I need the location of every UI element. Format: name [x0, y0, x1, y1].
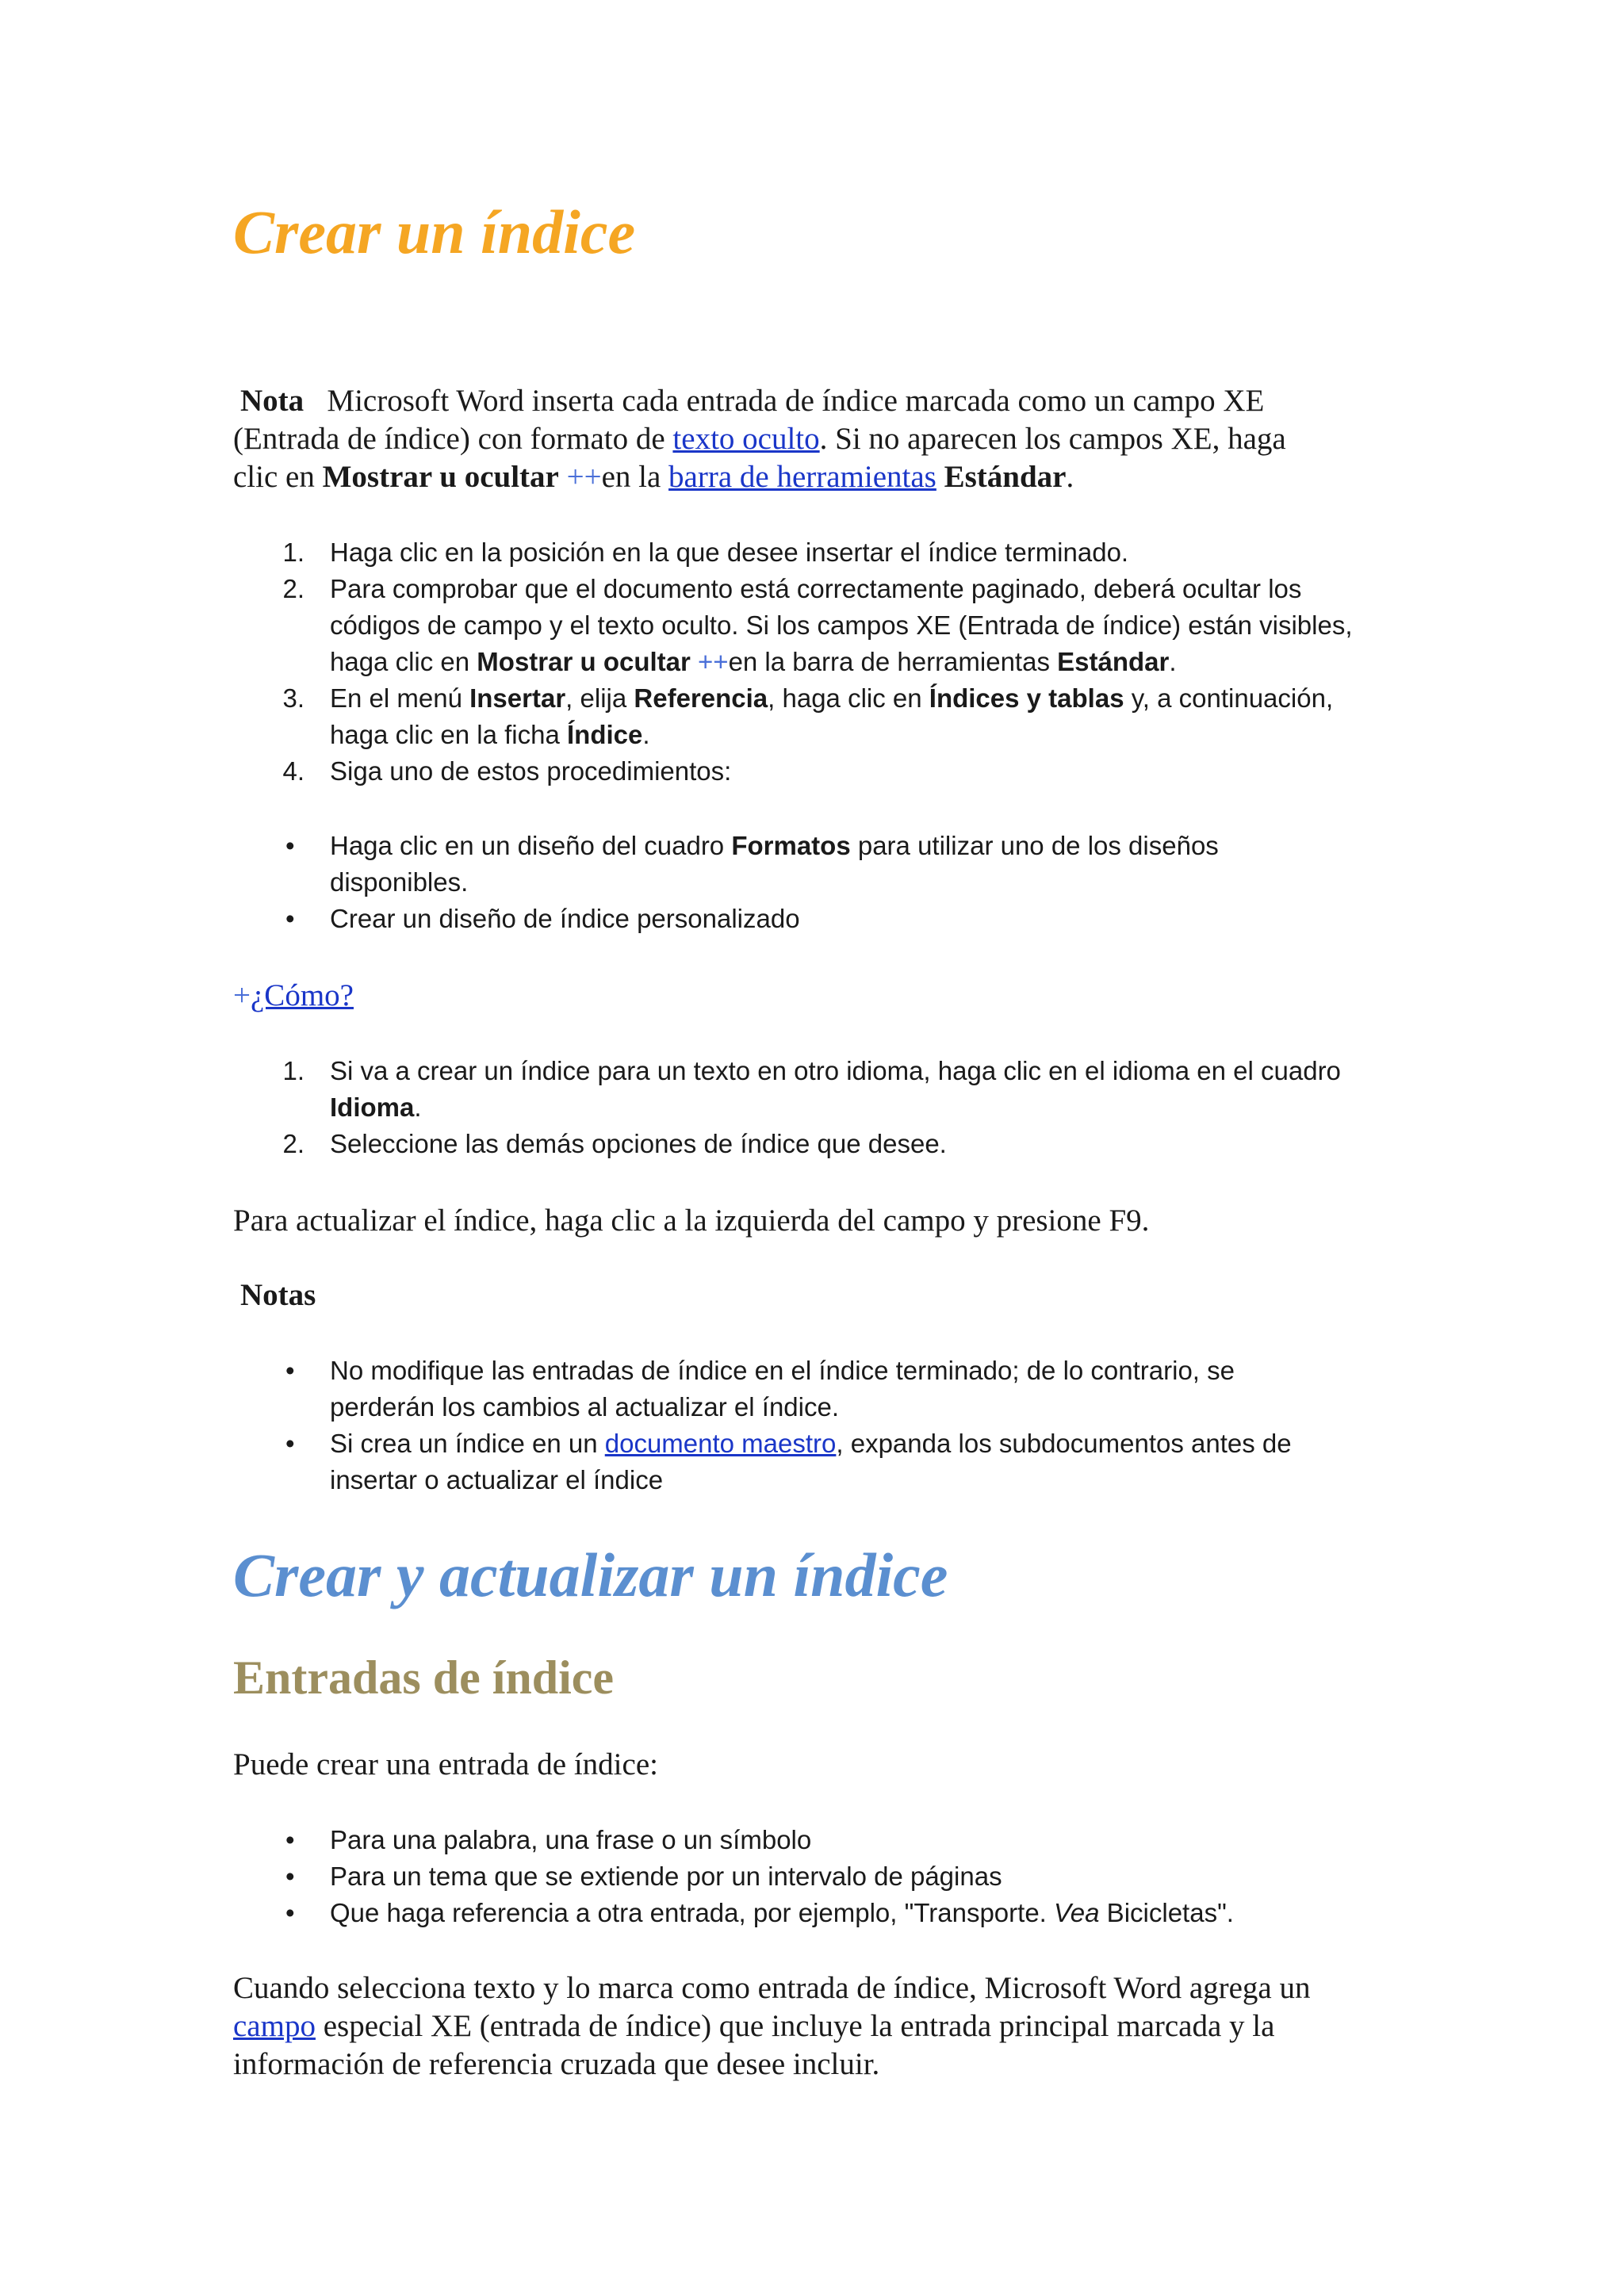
step-text [330, 680, 1333, 717]
note-bullet-text: insertar o actualizar el índice [330, 1465, 664, 1494]
note-text: clic en [233, 460, 323, 494]
estandar-label: Estándar [1057, 647, 1170, 676]
step-text-part: , elija [565, 683, 634, 713]
bullet-text [330, 1895, 1234, 1931]
step-number: 2. [282, 1129, 304, 1158]
step-text: Para comprobar que el documento está correctamente paginado, deberá ocultar los [330, 574, 1302, 603]
referencia-label: Referencia [634, 683, 768, 713]
step-text: códigos de campo y el texto oculto. Si los campos XE (Entrada de índice) están visibles, [330, 610, 1353, 640]
note-bullet-text: No modifique las entradas de índice en el índice terminado; de lo contrario, se [330, 1356, 1235, 1385]
bullet-text-part: Que haga referencia a otra entrada, por ejemplo, "Transporte. [330, 1898, 1055, 1927]
bullet-text: Crear un diseño de índice personalizado [330, 904, 800, 933]
section-subtitle: Entradas de índice [233, 1651, 615, 1704]
final-paragraph-line-2 [233, 2007, 1274, 2045]
update-paragraph: Para actualizar el índice, haga clic a la izquierda del campo y presione F9. [233, 1203, 1150, 1238]
step-text-part: . [642, 720, 650, 749]
estandar-label: Estándar [944, 460, 1067, 494]
final-paragraph-line-1: Cuando selecciona texto y lo marca como entrada de índice, Microsoft Word agrega un [233, 1971, 1311, 2005]
step-text: Haga clic en la posición en la que desee insertar el índice terminado. [330, 538, 1129, 567]
idioma-label: Idioma [330, 1093, 415, 1122]
mostrar-ocultar-label: Mostrar u ocultar [322, 460, 559, 494]
bullet-icon: • [285, 1825, 295, 1854]
mostrar-ocultar-label: Mostrar u ocultar [477, 647, 691, 676]
note-text: . [1066, 460, 1074, 494]
step-number: 3. [282, 683, 304, 713]
bullet-text-part: Bicicletas". [1099, 1898, 1234, 1927]
step-number: 1. [282, 538, 304, 567]
insertar-label: Insertar [469, 683, 566, 713]
step-text-part: en la barra de herramientas [728, 647, 1058, 676]
step-text: Si va a crear un índice para un texto en otro idioma, haga clic en el idioma en el cuadro [330, 1056, 1341, 1085]
step-text: Siga uno de estos procedimientos: [330, 756, 732, 786]
paragraph-part: especial XE (entrada de índice) que incluye la entrada principal marcada y la [315, 2009, 1275, 2043]
texto-oculto-link[interactable]: texto oculto [672, 422, 820, 456]
campo-link[interactable]: campo [233, 2009, 316, 2043]
bullet-text: disponibles. [330, 867, 469, 897]
indices-tablas-label: Índices y tablas [929, 683, 1124, 713]
step-text [330, 644, 1177, 680]
formatos-label: Formatos [731, 831, 851, 860]
note-text: . Si no aparecen los campos XE, haga [819, 422, 1286, 456]
bullet-icon: • [285, 1429, 295, 1458]
note-text: (Entrada de índice) con formato de [233, 422, 673, 456]
note-bullet-part: Si crea un índice en un [330, 1429, 605, 1458]
note-bullet-part: , expanda los subdocumentos antes de [836, 1429, 1292, 1458]
note-text: en la [601, 460, 669, 494]
note-text: Microsoft Word inserta cada entrada de índice marcada como un campo XE [327, 384, 1265, 418]
bullet-text: Para una palabra, una frase o un símbolo [330, 1825, 812, 1854]
bullet-text: Para un tema que se extiende por un intervalo de páginas [330, 1862, 1002, 1891]
note-line-1 [240, 382, 1264, 420]
bullet-icon: • [285, 1898, 295, 1927]
note-bullet-text [330, 1425, 1292, 1462]
step-text: Seleccione las demás opciones de índice que desee. [330, 1129, 947, 1158]
step-text-part: haga clic en [330, 647, 477, 676]
show-hide-icon: ++ [558, 460, 602, 494]
notes-heading: Notas [240, 1278, 316, 1312]
bullet-text-part: Haga clic en un diseño del cuadro [330, 831, 732, 860]
final-paragraph-line-3: información de referencia cruzada que desee incluir. [233, 2047, 880, 2081]
bullet-icon: • [285, 1356, 295, 1385]
notes-label [240, 1276, 316, 1314]
step-text-part: y, a continuación, [1124, 683, 1334, 713]
note-line-2 [233, 420, 1286, 458]
bullet-icon: • [285, 904, 295, 933]
step-text-part: , haga clic en [768, 683, 929, 713]
show-hide-icon: ++ [690, 647, 729, 676]
bullet-icon: • [285, 1862, 295, 1891]
como-link-row [233, 977, 354, 1015]
step-text-part: . [1169, 647, 1177, 676]
expand-icon[interactable]: + [233, 978, 251, 1012]
step-number: 4. [282, 756, 304, 786]
step-text [330, 717, 650, 753]
intro-paragraph: Puede crear una entrada de índice: [233, 1747, 658, 1781]
step-number: 2. [282, 574, 304, 603]
note-bullet-text: perderán los cambios al actualizar el índice. [330, 1392, 840, 1422]
indice-label: Índice [567, 720, 643, 749]
step-text [330, 1089, 422, 1126]
step-text-part: En el menú [330, 683, 470, 713]
section-title: Crear y actualizar un índice [233, 1540, 948, 1609]
bullet-icon: • [285, 831, 295, 860]
step-text-part: haga clic en la ficha [330, 720, 568, 749]
bullet-text-part: para utilizar uno de los diseños [850, 831, 1219, 860]
step-number: 1. [282, 1056, 304, 1085]
page-title: Crear un índice [233, 197, 636, 266]
step-text-part: . [414, 1093, 422, 1122]
vea-italic: Vea [1054, 1898, 1100, 1927]
barra-herramientas-link[interactable]: barra de herramientas [668, 460, 936, 494]
note-label: Nota [240, 384, 304, 418]
note-line-3 [233, 458, 1074, 496]
documento-maestro-link[interactable]: documento maestro [604, 1429, 837, 1458]
bullet-text [330, 828, 1219, 864]
como-link[interactable]: ¿Cómo? [251, 978, 354, 1012]
